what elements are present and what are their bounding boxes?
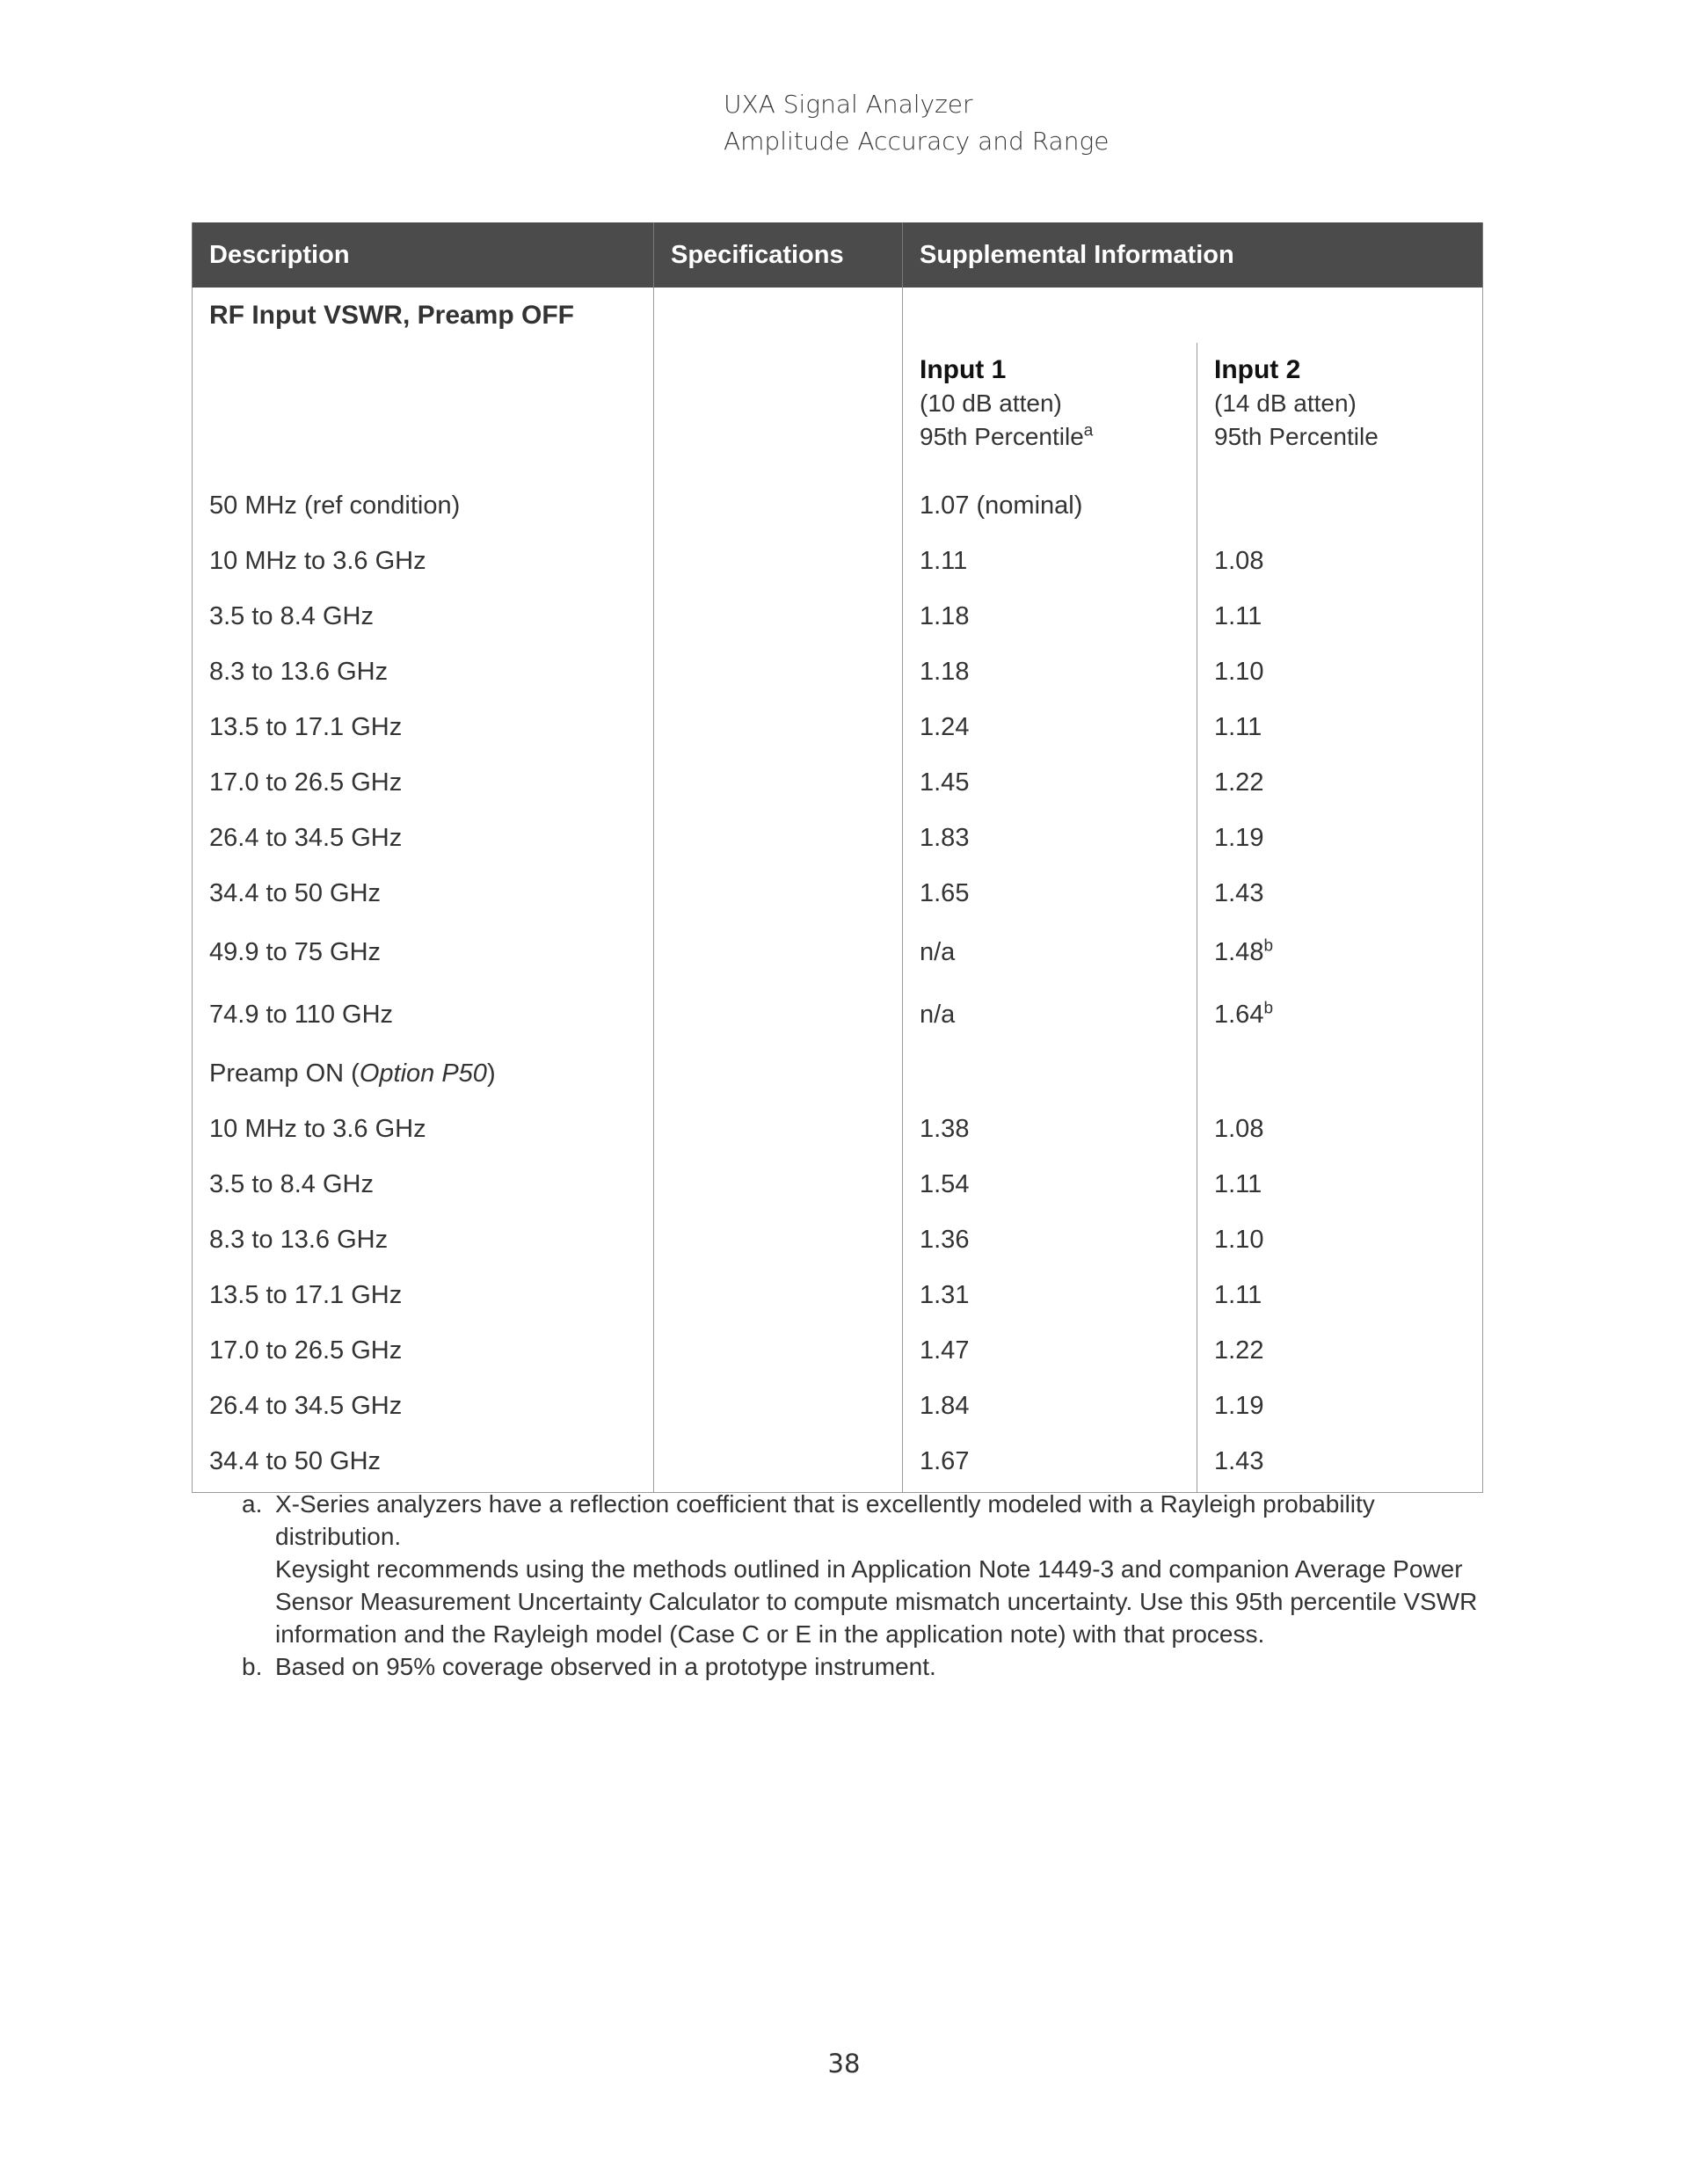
input2-value <box>1197 700 1483 755</box>
input2-value-text: 1.08 <box>1214 547 1264 575</box>
section-title: RF Input VSWR, Preamp OFF <box>193 288 654 343</box>
table-row <box>193 534 1483 589</box>
spec-cell <box>654 478 903 534</box>
column-header-specifications: Specifications <box>654 222 903 288</box>
table-row <box>193 1102 1483 1157</box>
input1-value: 1.18 <box>903 644 1197 700</box>
table-row <box>193 755 1483 811</box>
input2-value-text: 1.11 <box>1214 1170 1262 1198</box>
input2-value-text: 1.19 <box>1214 824 1264 852</box>
table-row <box>193 1157 1483 1212</box>
spec-cell <box>654 700 903 755</box>
section-title-row <box>193 288 1483 343</box>
spec-cell <box>654 644 903 700</box>
input2-value-text: 1.19 <box>1214 1392 1264 1420</box>
spec-cell <box>654 1212 903 1268</box>
input1-value: 1.38 <box>903 1102 1197 1157</box>
input2-value <box>1197 811 1483 866</box>
input1-value: 1.11 <box>903 534 1197 589</box>
input1-value: 1.18 <box>903 589 1197 644</box>
input1-value: 1.31 <box>903 1268 1197 1323</box>
input2-value <box>1197 984 1483 1046</box>
table-row <box>193 866 1483 921</box>
input1-title: Input 1 <box>920 355 1007 384</box>
input2-value <box>1197 755 1483 811</box>
frequency-range: 17.0 to 26.5 GHz <box>193 1323 654 1379</box>
footnote-a <box>242 1488 1490 1650</box>
table-row <box>193 1268 1483 1323</box>
spec-cell <box>654 866 903 921</box>
table-header-row <box>193 222 1483 288</box>
frequency-range: 17.0 to 26.5 GHz <box>193 755 654 811</box>
input1-value: 1.36 <box>903 1212 1197 1268</box>
footnote-line: information and the Rayleigh model (Case C or E in the application note) with that process. <box>275 1620 1265 1648</box>
input2-value <box>1197 644 1483 700</box>
column-header-supplemental: Supplemental Information <box>903 222 1483 288</box>
footnote-line: Sensor Measurement Uncertainty Calculator to compute mismatch uncertainty. Use this 95th percentile VSWR <box>275 1588 1478 1615</box>
input1-percentile-line <box>920 420 1197 454</box>
preamp-on-prefix: Preamp ON ( <box>209 1059 360 1088</box>
input2-value-text: 1.11 <box>1214 602 1262 630</box>
input1-value: n/a <box>903 984 1197 1046</box>
spec-cell <box>654 1323 903 1379</box>
input2-value <box>1197 1212 1483 1268</box>
input1-value: 1.47 <box>903 1323 1197 1379</box>
spec-cell <box>654 1102 903 1157</box>
preamp-on-suffix: ) <box>486 1059 496 1088</box>
input1-header <box>903 343 1197 478</box>
input1-value: 1.67 <box>903 1434 1197 1493</box>
spec-cell <box>654 984 903 1046</box>
input2-value-text: 1.22 <box>1214 768 1264 797</box>
footnote-ref-b: b <box>1263 999 1274 1018</box>
footnote-line: X-Series analyzers have a reflection coefficient that is excellently modeled with a Rayleigh probability distribution. <box>275 1490 1375 1550</box>
frequency-range: 34.4 to 50 GHz <box>193 866 654 921</box>
frequency-range: 26.4 to 34.5 GHz <box>193 1379 654 1434</box>
table-row <box>193 1323 1483 1379</box>
spec-cell <box>654 534 903 589</box>
frequency-range: 13.5 to 17.1 GHz <box>193 700 654 755</box>
footnote-ref-a: a <box>1083 421 1094 440</box>
input2-value <box>1197 1102 1483 1157</box>
spec-cell <box>654 921 903 984</box>
footnote-b <box>242 1650 1490 1683</box>
footnote-line: Keysight recommends using the methods outlined in Application Note 1449-3 and companion Average Power <box>275 1555 1463 1583</box>
preamp-on-label <box>193 1046 654 1102</box>
table-row <box>193 921 1483 984</box>
table-row <box>193 811 1483 866</box>
input2-header <box>1197 343 1483 478</box>
spec-cell <box>654 811 903 866</box>
spec-cell <box>654 288 903 343</box>
input2-value-text: 1.43 <box>1214 1447 1264 1475</box>
page-number: 38 <box>827 2049 861 2078</box>
input1-value: 1.83 <box>903 811 1197 866</box>
input2-value-text: 1.10 <box>1214 1226 1264 1254</box>
table-row <box>193 644 1483 700</box>
input1-value: 1.45 <box>903 755 1197 811</box>
input1-value: 1.65 <box>903 866 1197 921</box>
frequency-range: 3.5 to 8.4 GHz <box>193 1157 654 1212</box>
spec-cell <box>654 1046 903 1102</box>
document-title: UXA Signal Analyzer <box>724 90 973 119</box>
footnote-text <box>275 1488 1490 1650</box>
input1-percentile: 95th Percentile <box>920 423 1084 450</box>
preamp-on-option: Option P50 <box>359 1059 487 1088</box>
frequency-range: 8.3 to 13.6 GHz <box>193 644 654 700</box>
input1-value: 1.84 <box>903 1379 1197 1434</box>
input2-value-text: 1.22 <box>1214 1336 1264 1365</box>
input2-value <box>1197 1379 1483 1434</box>
spec-cell <box>654 1157 903 1212</box>
input2-value-text: 1.11 <box>1214 713 1262 741</box>
table-row <box>193 1212 1483 1268</box>
table-row <box>193 478 1483 534</box>
frequency-range: 10 MHz to 3.6 GHz <box>193 1102 654 1157</box>
input2-value <box>1197 589 1483 644</box>
footnote-label: a. <box>242 1490 263 1518</box>
footnote-line: Based on 95% coverage observed in a prototype instrument. <box>275 1653 936 1680</box>
input2-value-text: 1.08 <box>1214 1115 1264 1143</box>
spec-cell <box>654 343 903 478</box>
section-subtitle: Amplitude Accuracy and Range <box>724 127 1110 156</box>
frequency-range: 50 MHz (ref condition) <box>193 478 654 534</box>
spec-cell <box>654 1434 903 1493</box>
input2-percentile: 95th Percentile <box>1214 423 1379 450</box>
input2-value-text: 1.64 <box>1214 1001 1264 1029</box>
column-header-description: Description <box>193 222 654 288</box>
input1-value: n/a <box>903 921 1197 984</box>
spec-cell <box>654 589 903 644</box>
spec-cell <box>654 1268 903 1323</box>
frequency-range: 74.9 to 110 GHz <box>193 984 654 1046</box>
frequency-range: 13.5 to 17.1 GHz <box>193 1268 654 1323</box>
input2-value <box>1197 1046 1483 1102</box>
footnote-text <box>275 1650 1490 1683</box>
input2-atten: (14 dB atten) <box>1214 389 1357 417</box>
frequency-range: 3.5 to 8.4 GHz <box>193 589 654 644</box>
supplemental-cell <box>903 288 1483 343</box>
input2-value <box>1197 534 1483 589</box>
input1-value: 1.07 (nominal) <box>903 478 1197 534</box>
frequency-range: 8.3 to 13.6 GHz <box>193 1212 654 1268</box>
frequency-range: 34.4 to 50 GHz <box>193 1434 654 1493</box>
input2-value-text: 1.48 <box>1214 938 1264 966</box>
input2-value-text: 1.11 <box>1214 1281 1262 1309</box>
footnotes <box>242 1488 1490 1683</box>
page-header <box>724 86 1109 160</box>
vswr-table <box>192 222 1483 1493</box>
input-subheader-row <box>193 343 1483 478</box>
input1-value: 1.24 <box>903 700 1197 755</box>
frequency-range: 10 MHz to 3.6 GHz <box>193 534 654 589</box>
table-row <box>193 1434 1483 1493</box>
input2-value <box>1197 1323 1483 1379</box>
input2-value <box>1197 1268 1483 1323</box>
table-row <box>193 1379 1483 1434</box>
input1-atten: (10 dB atten) <box>920 389 1062 417</box>
table-row <box>193 700 1483 755</box>
preamp-on-row <box>193 1046 1483 1102</box>
input2-value <box>1197 1434 1483 1493</box>
input1-value: 1.54 <box>903 1157 1197 1212</box>
input2-value-text: 1.43 <box>1214 879 1264 907</box>
frequency-range: 26.4 to 34.5 GHz <box>193 811 654 866</box>
table-row <box>193 589 1483 644</box>
frequency-range: 49.9 to 75 GHz <box>193 921 654 984</box>
footnote-ref-b: b <box>1263 936 1274 956</box>
spec-cell <box>654 1379 903 1434</box>
input2-value <box>1197 1157 1483 1212</box>
input1-value <box>903 1046 1197 1102</box>
input2-value <box>1197 866 1483 921</box>
spec-cell <box>654 755 903 811</box>
table-row <box>193 984 1483 1046</box>
footnote-label: b. <box>242 1653 263 1680</box>
input2-value <box>1197 478 1483 534</box>
input2-title: Input 2 <box>1214 355 1301 384</box>
desc-cell <box>193 343 654 478</box>
input2-value <box>1197 921 1483 984</box>
input2-value-text: 1.10 <box>1214 658 1264 686</box>
